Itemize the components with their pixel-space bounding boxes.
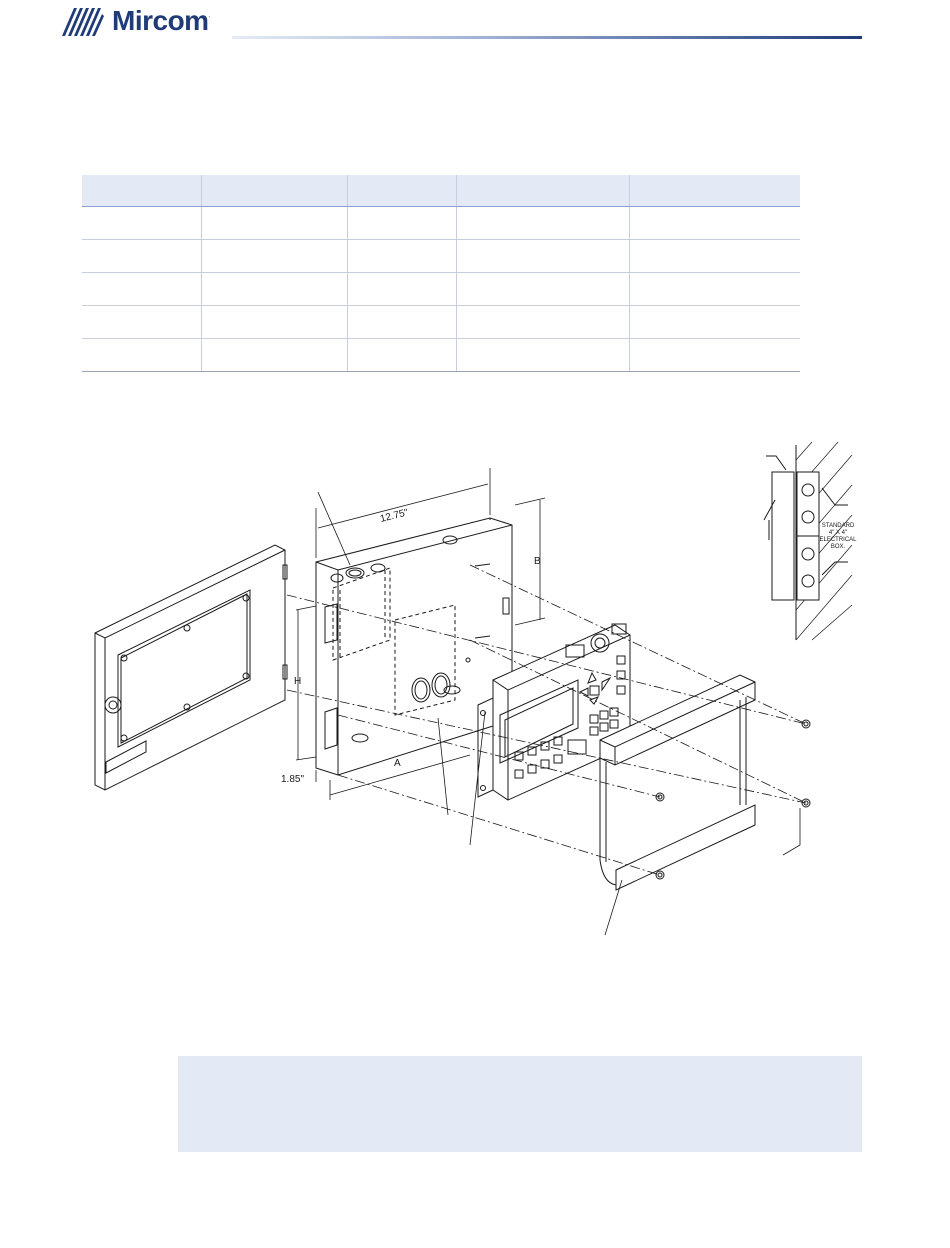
table-cell	[202, 240, 347, 273]
table-cell	[202, 207, 347, 240]
callout-standard: STANDARD	[821, 523, 855, 529]
table-cell	[629, 306, 800, 339]
page-header	[0, 0, 950, 45]
dim-width-label: 12.75"	[379, 507, 410, 525]
table-header-cell	[82, 175, 202, 207]
table-row	[82, 306, 800, 339]
table-cell	[202, 339, 347, 372]
table-header-cell	[347, 175, 456, 207]
enclosure-door	[95, 545, 287, 790]
table-cell	[82, 306, 202, 339]
dim-a-label: A	[394, 758, 401, 769]
callout-size: 4" X 4"	[828, 530, 848, 536]
table-cell	[629, 207, 800, 240]
trademark-mark: .	[208, 11, 211, 19]
table-cell	[82, 339, 202, 372]
table-cell	[347, 207, 456, 240]
table-cell	[82, 240, 202, 273]
callout-electrical: ELECTRICAL	[819, 537, 857, 543]
note-box	[178, 1056, 862, 1152]
brand-name: Mircom	[112, 5, 209, 36]
table-cell	[629, 273, 800, 306]
table-cell	[629, 339, 800, 372]
table-cell	[347, 273, 456, 306]
dim-b-label: B	[534, 556, 541, 567]
table-header-cell	[629, 175, 800, 207]
table-cell	[456, 240, 629, 273]
table-cell	[347, 306, 456, 339]
table-cell	[456, 339, 629, 372]
table-row	[82, 207, 800, 240]
table-cell	[82, 207, 202, 240]
table-cell	[82, 273, 202, 306]
mircom-logo	[60, 4, 211, 38]
table-cell	[629, 240, 800, 273]
table-row	[82, 339, 800, 372]
dimensions-table	[82, 175, 800, 372]
table-row	[82, 240, 800, 273]
dim-depth-label: 1.85"	[281, 774, 305, 785]
table-header-row	[82, 175, 800, 207]
mircom-stripes-logo-icon	[60, 6, 106, 36]
table-header-cell	[202, 175, 347, 207]
table-cell	[456, 273, 629, 306]
table-cell	[456, 306, 629, 339]
table-cell	[202, 273, 347, 306]
dim-h-label: H	[294, 676, 302, 687]
table-cell	[347, 240, 456, 273]
table-row	[82, 273, 800, 306]
header-rule	[232, 36, 862, 39]
table-cell	[347, 339, 456, 372]
exploded-installation-drawing	[0, 400, 950, 960]
callout-box: BOX.	[830, 544, 846, 550]
table-cell	[456, 207, 629, 240]
table-cell	[202, 306, 347, 339]
table-header-cell	[456, 175, 629, 207]
